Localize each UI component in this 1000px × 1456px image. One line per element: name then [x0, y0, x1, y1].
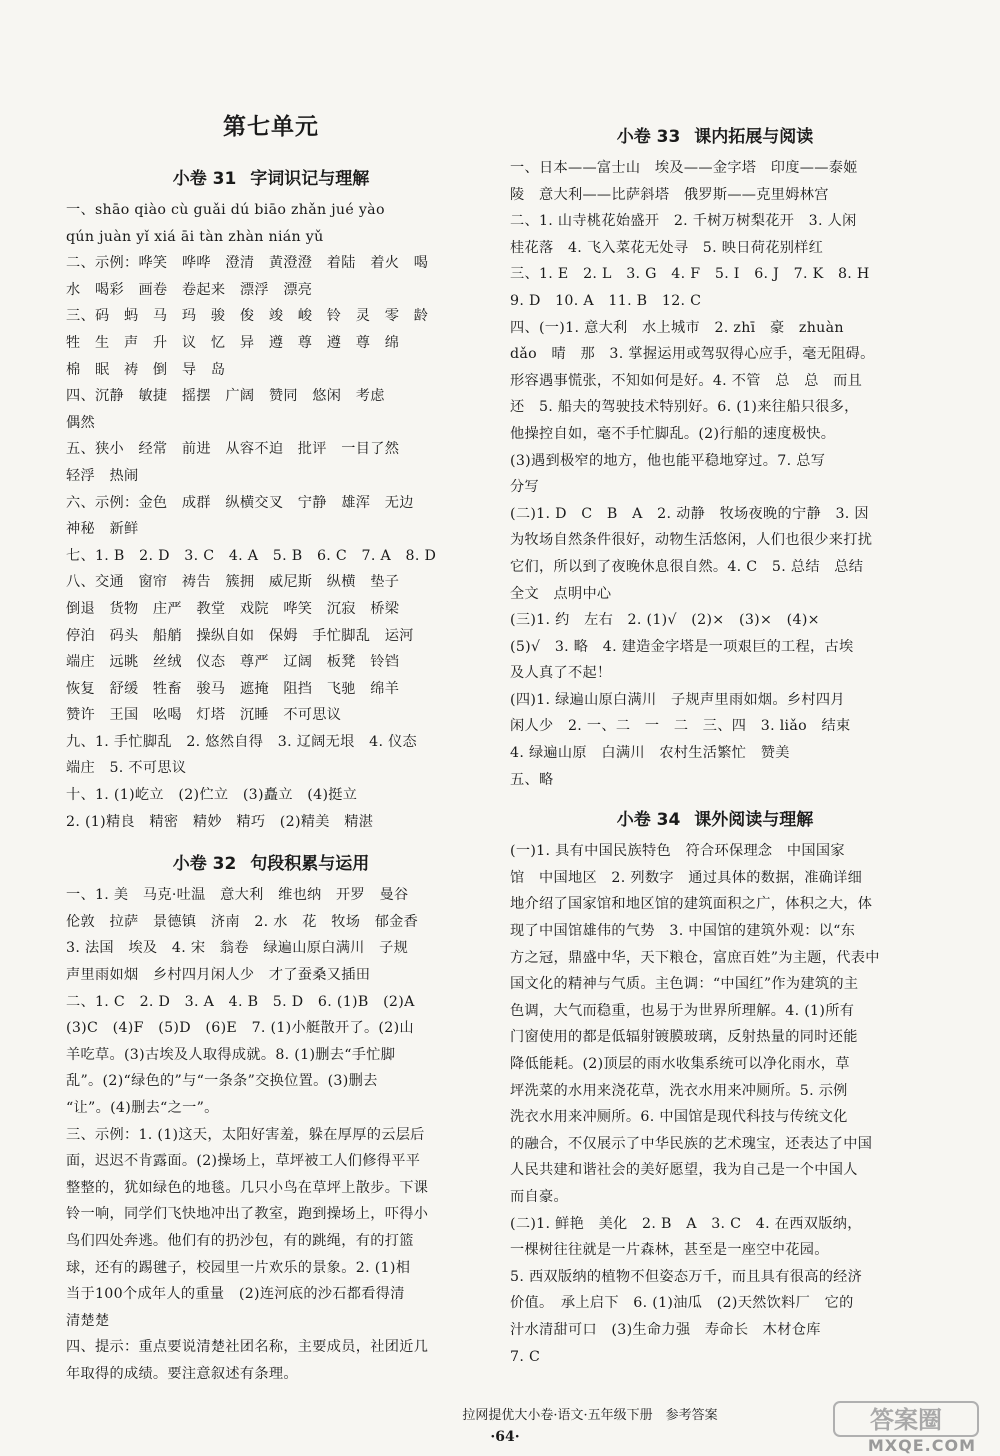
answer-line: 年取得的成绩。要注意叙述有条理。	[66, 1365, 298, 1382]
answer-line: (三)1. 约 左右 2. (1)√ (2)× (3)× (4)×	[510, 612, 820, 629]
answer-line: (四)1. 绿遍山原白满川 子规声里雨如烟。乡村四月	[510, 691, 845, 708]
answer-line: 2. (1)精良 精密 精妙 精巧 (2)精美 精湛	[66, 813, 374, 830]
answer-line: 闲人少 2. 一、二 一 二 三、四 3. liǎo 结束	[510, 718, 851, 735]
section-number: 小卷 31	[172, 169, 237, 189]
answer-line: 偶然	[66, 414, 95, 431]
answer-line: 汁水清甜可口 (3)生命力强 寿命长 木材仓库	[510, 1321, 821, 1338]
section-title-32	[66, 849, 476, 874]
answer-line: (5)√ 3. 略 4. 建造金字塔是一项艰巨的工程，古埃	[510, 638, 854, 655]
answer-line: 面，迟迟不肯露面。(2)操场上，草坪被工人们修得平平	[66, 1153, 421, 1170]
answer-line: 全文 点明中心	[510, 585, 612, 602]
answer-line: 国文化的精神与气质。主色调：“中国红”作为建筑的主	[510, 976, 859, 993]
answer-line: 四、(一)1. 意大利 水上城市 2. zhī 豪 zhuàn	[510, 319, 844, 336]
answer-line: 端庄 远眺 丝绒 仪态 尊严 辽阔 板凳 铃铛	[66, 654, 400, 671]
answer-line: 桂花落 4. 飞入菜花无处寻 5. 映日荷花别样红	[510, 239, 824, 256]
answer-line: 一、shāo qiào cù guǎi dú biāo zhǎn jué yào	[66, 202, 385, 218]
answer-line: (二)1. D C B A 2. 动静 牧场夜晚的宁静 3. 因	[510, 505, 869, 522]
answer-line: 八、交通 窗帘 祷告 簇拥 威尼斯 纵横 垫子	[66, 574, 400, 591]
answer-line: (3)C (4)F (5)D (6)E 7. (1)小艇散开了。(2)山	[66, 1020, 414, 1037]
answer-line: 5. 西双版纳的植物不但姿态万千，而且具有很高的经济	[510, 1268, 863, 1285]
answer-line: 五、略	[510, 771, 554, 788]
answer-line: 色调，大气而稳重，也易于为世界所理解。4. (1)所有	[510, 1002, 855, 1019]
answer-line: 二、示例：哗笑 哗哗 澄清 黄澄澄 着陆 着火 喝	[66, 255, 429, 272]
answer-line: 羊吃草。(3)古埃及人取得成就。8. (1)删去“手忙脚	[66, 1046, 396, 1063]
section-title-34	[510, 805, 920, 830]
answer-line: 棉 眠 祷 倒 导 岛	[66, 361, 226, 378]
answer-line: dǎo 晴 那 3. 掌握运用或驾驭得心应手，毫无阻碍。	[510, 346, 875, 363]
answer-line: 4. 绿遍山原 白满川 农村生活繁忙 赞美	[510, 745, 790, 762]
answer-line: 水 喝彩 画卷 卷起来 漂浮 漂亮	[66, 281, 313, 298]
answer-line: 9. D 10. A 11. B 12. C	[510, 292, 702, 309]
answer-line: 当于100个成年人的重量 (2)连河底的沙石都看得清	[66, 1286, 405, 1303]
answer-line: 整整的，犹如绿色的地毯。几只小鸟在草坪上散步。下课	[66, 1179, 429, 1196]
answer-line: 还 5. 船夫的驾驶技术特别好。6. (1)来往船只很多，	[510, 399, 859, 416]
answer-line: 三、示例：1. (1)这天，太阳好害羞，躲在厚厚的云层后	[66, 1126, 425, 1143]
answer-line: 七、1. B 2. D 3. C 4. A 5. B 6. C 7. A 8. D	[66, 547, 437, 564]
answer-line: 乱”。(2)“绿色的”与“一条条”交换位置。(3)删去	[66, 1073, 378, 1090]
answer-line: (二)1. 鲜艳 美化 2. B A 3. C 4. 在西双版纳，	[510, 1215, 862, 1232]
section-31-answers	[66, 197, 476, 835]
answer-line: 方之冠，鼎盛中华，天下粮仓，富庶百姓”为主题，代表中	[510, 949, 880, 966]
answer-line: 它们，所以到了夜晚休息很自然。4. C 5. 总结 总结	[510, 558, 864, 575]
answer-line: 六、示例：金色 成群 纵横交叉 宁静 雄浑 无边	[66, 494, 414, 511]
section-number: 小卷 33	[616, 127, 681, 147]
answer-line: 分写	[510, 479, 539, 496]
footer-book-title: 拉网提优大小卷·语文·五年级下册 参考答案	[462, 1408, 718, 1423]
answer-line: 恢复 舒缓 牲畜 骏马 遮掩 阻挡 飞驰 绵羊	[66, 680, 400, 697]
answer-line: 伦敦 拉萨 景德镇 济南 2. 水 花 牧场 郁金香	[66, 913, 419, 930]
answer-line: 陵 意大利——比萨斜塔 俄罗斯——克里姆林宫	[510, 186, 829, 203]
answer-line: 而自豪。	[510, 1188, 568, 1205]
answer-line: 洗衣水用来冲厕所。6. 中国馆是现代科技与传统文化	[510, 1109, 848, 1126]
section-title-31	[66, 164, 476, 189]
answer-line: 二、1. C 2. D 3. A 4. B 5. D 6. (1)B (2)A	[66, 993, 415, 1010]
section-32-answers	[66, 882, 476, 1387]
answer-line: 的融合，不仅展示了中华民族的艺术瑰宝，还表达了中国	[510, 1135, 873, 1152]
section-name: 课外阅读与理解	[694, 810, 814, 831]
section-33-answers	[510, 155, 920, 793]
answer-line: 馆 中国地区 2. 列数字 通过具体的数据，准确详细	[510, 869, 863, 886]
answer-line: 3. 法国 埃及 4. 宋 翁卷 绿遍山原白满川 子规	[66, 940, 409, 957]
answer-line: 神秘 新鲜	[66, 521, 139, 538]
answer-line: 五、狭小 经常 前进 从容不迫 批评 一目了然	[66, 441, 400, 458]
section-title-33	[510, 122, 920, 147]
answer-line: 地介绍了国家馆和地区馆的建筑面积之广，体积之大，体	[510, 896, 873, 913]
section-name: 字词识记与理解	[250, 169, 370, 189]
answer-line: 四、沉静 敏捷 摇摆 广阔 赞同 悠闲 考虑	[66, 388, 385, 405]
answer-line: 7. C	[510, 1348, 541, 1365]
section-name: 课内拓展与阅读	[694, 127, 814, 147]
answer-line: 声里雨如烟 乡村四月闲人少 才了蚕桑又插田	[66, 967, 371, 984]
answer-line: 一棵树往往就是一片森林，甚至是一座空中花园。	[510, 1242, 829, 1259]
unit-title: 第七单元	[223, 114, 319, 140]
answer-line: 倒退 货物 庄严 教堂 戏院 哗笑 沉寂 桥梁	[66, 600, 400, 617]
right-column	[510, 118, 920, 1370]
answer-line: 九、1. 手忙脚乱 2. 悠然自得 3. 辽阔无垠 4. 仪态	[66, 733, 418, 750]
answer-line: 停泊 码头 船艄 操纵自如 保姆 手忙脚乱 运河	[66, 627, 414, 644]
answer-line: 二、1. 山寺桃花始盛开 2. 千树万树梨花开 3. 人闲	[510, 213, 857, 230]
answer-line: 铃一响，同学们飞快地冲出了教室，跑到操场上，吓得小	[66, 1206, 429, 1223]
svg-text:答案圈: 答案圈	[870, 1406, 942, 1434]
answer-line: 降低能耗。(2)顶层的雨水收集系统可以净化雨水，草	[510, 1056, 850, 1072]
section-number: 小卷 32	[172, 854, 237, 875]
answer-line: 一、日本——富士山 埃及——金字塔 印度——泰姬	[510, 160, 858, 176]
answer-line: 球，还有的踢毽子，校园里一片欢乐的景象。2. (1)相	[66, 1259, 411, 1276]
answer-line: 鸟们四处奔逃。他们有的扔沙包，有的跳绳，有的打篮	[66, 1232, 414, 1249]
answer-line: 牲 生 声 升 议 忆 异 遵 尊 遵 尊 绵	[66, 334, 400, 351]
section-34-answers	[510, 838, 920, 1370]
page-number: ·64·	[490, 1429, 520, 1445]
answer-line: 现了中国馆雄伟的气势 3. 中国馆的建筑外观：以“东	[510, 923, 856, 940]
answer-line: qún juàn yǐ xiá āi tàn zhàn nián yǔ	[66, 228, 324, 245]
answer-line: 十、1. (1)屹立 (2)伫立 (3)矗立 (4)挺立	[66, 787, 358, 804]
answer-line: 三、1. E 2. L 3. G 4. F 5. I 6. J 7. K 8. H	[510, 266, 870, 283]
answer-line: (3)遇到极窄的地方，他也能平稳地穿过。7. 总写	[510, 452, 826, 469]
section-number: 小卷 34	[616, 810, 681, 831]
answer-line: 赞许 王国 吆喝 灯塔 沉睡 不可思议	[66, 707, 342, 724]
answer-line: 价值。 承上启下 6. (1)油瓜 (2)天然饮料厂 它的	[510, 1295, 854, 1312]
answer-line: 清楚楚	[66, 1312, 110, 1329]
answer-line: 一、1. 美 马克·吐温 意大利 维也纳 开罗 曼谷	[66, 887, 409, 904]
answer-line: 端庄 5. 不可思议	[66, 760, 187, 777]
left-column	[66, 160, 476, 1388]
answer-line: 坪洗菜的水用来浇花草，洗衣水用来冲厕所。5. 示例	[510, 1082, 848, 1099]
answer-line: “让”。(4)删去“之一”。	[66, 1100, 219, 1116]
answer-line: 门窗使用的都是低辐射镀膜玻璃，反射热量的同时还能	[510, 1029, 858, 1046]
answer-line: 为牧场自然条件很好，动物生活悠闲，人们也很少来打扰	[510, 532, 873, 549]
answer-line: 三、码 蚂 马 玛 骏 俊 竣 峻 铃 灵 零 龄	[66, 308, 429, 325]
answer-line: 四、提示：重点要说清楚社团名称，主要成员，社团近几	[66, 1339, 429, 1356]
answer-line: 人民共建和谐社会的美好愿望，我为自己是一个中国人	[510, 1162, 858, 1179]
answer-line: 形容遇事慌张，不知如何是好。4. 不管 总 总 而且	[510, 372, 863, 389]
answer-line: 他操控自如，毫不手忙脚乱。(2)行船的速度极快。	[510, 425, 836, 442]
answer-line: 及人真了不起！	[510, 665, 612, 682]
answer-line: (一)1. 具有中国民族特色 符合环保理念 中国国家	[510, 843, 845, 860]
answer-line: 轻浮 热闹	[66, 467, 139, 484]
watermark-site: MXQE.COM	[867, 1436, 976, 1455]
section-name: 句段积累与运用	[250, 854, 370, 875]
